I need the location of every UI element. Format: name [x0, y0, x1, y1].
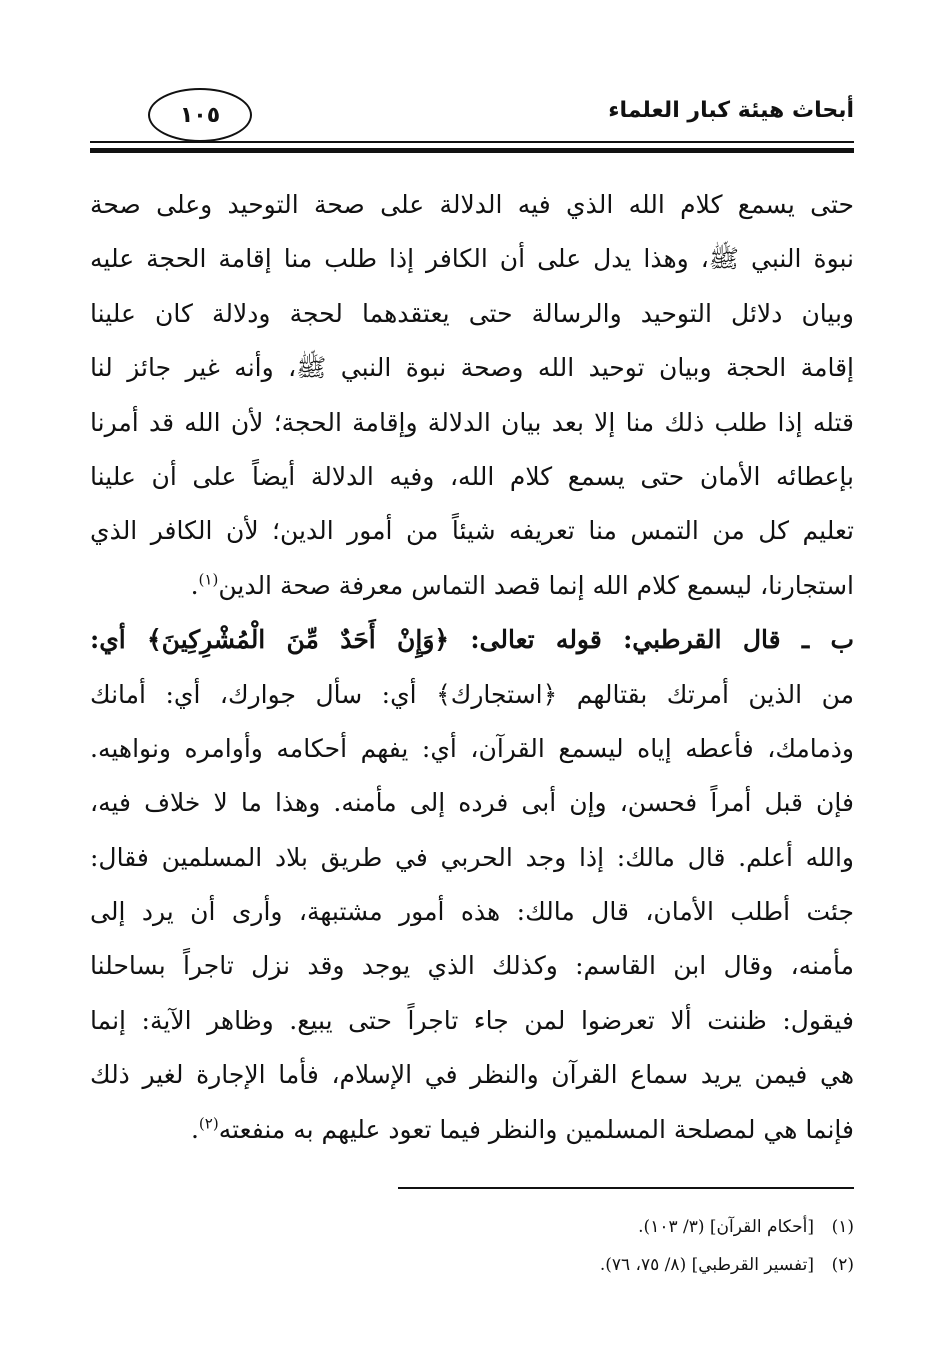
footnote-1: [90, 1208, 854, 1246]
footnotes: [90, 1208, 854, 1284]
text-line-15: مأمنه، وقال ابن القاسم: وكذلك الذي يوجد وقد نزل تاجراً بساحلنا: [90, 951, 854, 981]
text-line-9: [90, 613, 854, 667]
page-header: [90, 88, 854, 168]
text-line-8-body: استجارنا، ليسمع كلام الله إنما قصد التماس معرفة صحة الدين: [218, 570, 854, 600]
text-line-6: بإعطائه الأمان حتى يسمع كلام الله، وفيه الدلالة أيضاً على أن علينا: [90, 461, 854, 491]
footnote-1-text: [أحكام القرآن] (٣/ ١٠٣).: [638, 1217, 814, 1237]
footnote-ref-1: (١): [198, 570, 219, 589]
page-number: ١٠٥: [179, 102, 221, 128]
text-line-2: نبوة النبي ﷺ، وهذا يدل على أن الكافر إذا طلب منا إقامة الحجة عليه: [90, 244, 854, 274]
body-text: [90, 178, 854, 1157]
text-line-1: حتى يسمع كلام الله الذي فيه الدلالة على صحة التوحيد وعلى صحة: [90, 190, 854, 219]
text-line-3: وبيان دلائل التوحيد والرسالة حتى يعتقدهما لحجة ودلالة كان علينا: [90, 298, 854, 328]
footnote-2-text: [تفسير القرطبي] (٨/ ٧٥، ٧٦).: [599, 1255, 814, 1275]
text-line-11: وذمامك، فأعطه إياه ليسمع القرآن، أي: يفهم أحكامه وأوامره ونواهيه.: [90, 733, 854, 763]
text-line-5: قتله إذا طلب ذلك منا إلا بعد بيان الدلالة وإقامة الحجة؛ لأن الله قد أمرنا: [90, 407, 854, 437]
text-line-17: هي فيمن يريد سماع القرآن والنظر في الإسلام، فأما الإجارة لغير ذلك: [90, 1060, 854, 1090]
text-line-8-end: .: [190, 570, 199, 600]
header-thick-rule: [90, 148, 854, 153]
text-line-16: فيقول: ظننت ألا تعرضوا لمن جاء تاجراً حتى يبيع. وظاهر الآية: إنما: [90, 1005, 854, 1035]
text-line-10: من الذين أمرتك بقتالهم ﴿استجارك﴾ أي: سأل جوارك، أي: أمانك: [90, 679, 854, 709]
text-line-13: والله أعلم. قال مالك: إذا وجد الحربي في طريق بلاد المسلمين فقال:: [90, 842, 854, 872]
text-line-8: [90, 559, 854, 613]
footnote-2-number: (٢): [831, 1255, 854, 1275]
text-line-18-end: .: [190, 1114, 199, 1144]
text-line-18: [90, 1103, 854, 1157]
footnote-2: [90, 1246, 854, 1284]
qurtubi-heading: ب ـ قال القرطبي: قوله تعالى: ﴿وَإِنْ أَحَدٌ مِّنَ الْمُشْرِكِينَ﴾ أي:: [90, 625, 854, 655]
page-number-oval: [148, 88, 252, 142]
footnote-ref-2: (٢): [198, 1114, 219, 1133]
text-line-14: جئت أطلب الأمان، قال مالك: هذه أمور مشتبهة، وأرى أن يرد إلى: [90, 897, 854, 927]
text-line-12: فإن قبل أمراً فحسن، وإن أبى فرده إلى مأمنه. وهذا ما لا خلاف فيه،: [90, 788, 854, 818]
book-title: أبحاث هيئة كبار العلماء: [608, 98, 854, 123]
text-line-7: تعليم كل من التمس منا تعريفه شيئاً من أمور الدين؛ لأن الكافر الذي: [90, 516, 854, 546]
text-line-4: إقامة الحجة وبيان توحيد الله وصحة نبوة النبي ﷺ، وأنه غير جائز لنا: [90, 353, 854, 383]
footnote-separator: [398, 1187, 854, 1189]
footnote-1-number: (١): [831, 1217, 854, 1237]
text-line-18-body: فإنما هي لمصلحة المسلمين والنظر فيما تعود عليهم به منفعته: [218, 1114, 854, 1144]
